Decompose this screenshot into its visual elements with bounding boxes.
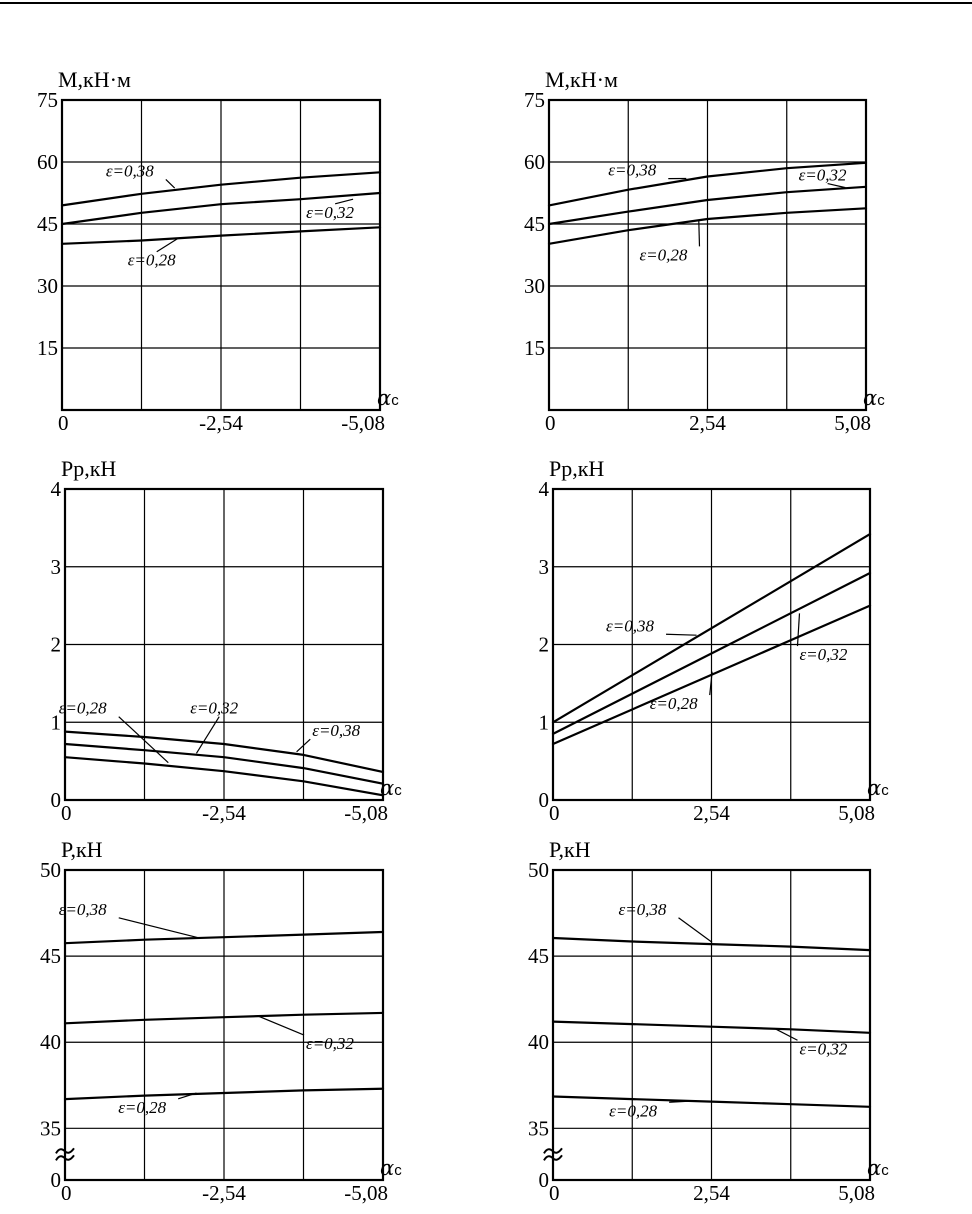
- y-tick-label: 1: [538, 710, 549, 735]
- curve-label-leader: [797, 613, 799, 646]
- axis-title: М,кН·м: [545, 67, 618, 92]
- curve-label-1: ε=0,32: [799, 1039, 848, 1059]
- y-tick-label: 0: [538, 1168, 549, 1192]
- curve-label-0: ε=0,28: [58, 698, 107, 718]
- curve-label-0: ε=0,38: [105, 161, 154, 181]
- x-tick-label: -2,54: [202, 1181, 246, 1205]
- curve-label-leader: [699, 220, 700, 247]
- y-tick-label: 4: [538, 477, 549, 501]
- curve-label-leader: [666, 634, 696, 635]
- x-tick-label: 0: [549, 1181, 560, 1205]
- x-tick-label: 2,54: [693, 1181, 730, 1205]
- curve-label-leader: [119, 717, 169, 763]
- x-tick-label: 0: [61, 801, 72, 825]
- y-tick-label: 4: [50, 477, 61, 501]
- x-axis-unit: [380, 1156, 402, 1180]
- y-tick-label: 45: [37, 212, 58, 236]
- curve-label-leader: [166, 179, 175, 188]
- curve-label-1: ε=0,32: [306, 202, 355, 222]
- y-tick-label: 75: [37, 88, 58, 112]
- x-tick-label: -5,08: [341, 411, 385, 435]
- y-tick-label: 3: [538, 554, 549, 579]
- axis-title: Рр,кН: [61, 456, 117, 481]
- x-tick-label: -5,08: [344, 801, 388, 825]
- x-axis-unit-symbol: α: [863, 386, 878, 410]
- x-axis-unit: [867, 776, 889, 800]
- y-tick-label: 60: [524, 150, 545, 174]
- y-tick-label: 15: [524, 336, 545, 360]
- y-tick-label: 35: [40, 1116, 61, 1141]
- y-tick-label: 40: [528, 1030, 549, 1055]
- x-tick-label: 5,08: [834, 411, 871, 435]
- curve-label-2: ε=0,38: [312, 721, 361, 741]
- y-tick-label: 0: [50, 788, 61, 812]
- y-tick-label: 40: [40, 1030, 61, 1055]
- axis-title: Рр,кН: [549, 456, 605, 481]
- x-axis-unit: [377, 386, 399, 410]
- y-tick-label: 2: [538, 632, 549, 657]
- y-tick-label: 0: [50, 1168, 61, 1192]
- y-tick-label: 75: [524, 88, 545, 112]
- curve-label-leader: [119, 918, 200, 938]
- curve-label-2: ε=0,28: [127, 250, 176, 270]
- x-axis-unit: [867, 1156, 889, 1180]
- x-tick-label: 5,08: [838, 1181, 875, 1205]
- x-axis-unit-subscript: c: [394, 1162, 402, 1179]
- x-tick-label: -2,54: [199, 411, 243, 435]
- y-tick-label: 60: [37, 150, 58, 174]
- x-axis-unit-subscript: c: [391, 392, 399, 409]
- y-tick-label: 45: [528, 944, 549, 969]
- x-axis-unit-subscript: c: [394, 782, 402, 799]
- curve-label-1: ε=0,32: [306, 1034, 354, 1054]
- y-tick-label: 30: [524, 274, 545, 298]
- y-tick-label: 15: [37, 336, 58, 360]
- x-tick-label: 0: [545, 411, 556, 435]
- x-axis-unit: [380, 776, 402, 800]
- y-tick-label: 30: [37, 274, 58, 298]
- curve-label-0: ε=0,38: [618, 899, 667, 919]
- x-tick-label: 0: [58, 411, 69, 435]
- y-tick-label: 1: [50, 710, 61, 735]
- x-tick-label: 0: [61, 1181, 72, 1205]
- curve-label-1: ε=0,32: [799, 645, 848, 665]
- x-axis-unit-subscript: c: [881, 782, 889, 799]
- x-axis-unit-symbol: α: [380, 1156, 395, 1180]
- x-tick-label: -2,54: [202, 801, 246, 825]
- x-tick-label: 0: [549, 801, 560, 825]
- axis-title: Р,кН: [549, 837, 591, 862]
- chart-radial-force-positive: [539, 456, 890, 825]
- curve-label-0: ε=0,38: [58, 899, 107, 919]
- y-tick-label: 50: [528, 858, 549, 882]
- x-axis-unit-subscript: c: [877, 392, 885, 409]
- x-tick-label: 2,54: [689, 411, 726, 435]
- axis-title: М,кН·м: [58, 67, 131, 92]
- chart-moment-positive: [524, 67, 885, 435]
- x-axis-unit-symbol: α: [377, 386, 392, 410]
- y-tick-label: 2: [50, 632, 61, 657]
- x-axis-unit-symbol: α: [380, 776, 395, 800]
- x-tick-label: 2,54: [693, 801, 730, 825]
- y-tick-label: 0: [538, 788, 549, 812]
- x-axis-unit: [863, 386, 885, 410]
- chart-force-negative: [40, 837, 402, 1205]
- x-axis-unit-symbol: α: [867, 1156, 882, 1180]
- curve-label-0: ε=0,38: [608, 160, 657, 180]
- y-tick-label: 50: [40, 858, 61, 882]
- curve-label-leader: [259, 1016, 304, 1035]
- curve-label-1: ε=0,32: [798, 165, 847, 185]
- curve-label-0: ε=0,38: [606, 616, 654, 636]
- chart-radial-force-negative: [51, 456, 403, 825]
- curve-label-1: ε=0,32: [190, 698, 239, 718]
- axis-title: Р,кН: [61, 837, 103, 862]
- x-tick-label: -5,08: [344, 1181, 388, 1205]
- y-tick-label: 3: [50, 554, 61, 579]
- chart-moment-negative: [37, 67, 399, 435]
- chart-force-positive: [528, 837, 889, 1205]
- curve-label-2: ε=0,28: [609, 1101, 658, 1121]
- curve-label-2: ε=0,28: [118, 1097, 167, 1117]
- y-tick-label: 45: [40, 944, 61, 969]
- curve-label-2: ε=0,28: [649, 694, 698, 714]
- curve-label-2: ε=0,28: [639, 245, 688, 265]
- x-tick-label: 5,08: [838, 801, 875, 825]
- x-axis-unit-subscript: c: [881, 1162, 889, 1179]
- y-tick-label: 45: [524, 212, 545, 236]
- x-axis-unit-symbol: α: [867, 776, 882, 800]
- curve-label-leader: [679, 918, 713, 943]
- y-tick-label: 35: [528, 1116, 549, 1141]
